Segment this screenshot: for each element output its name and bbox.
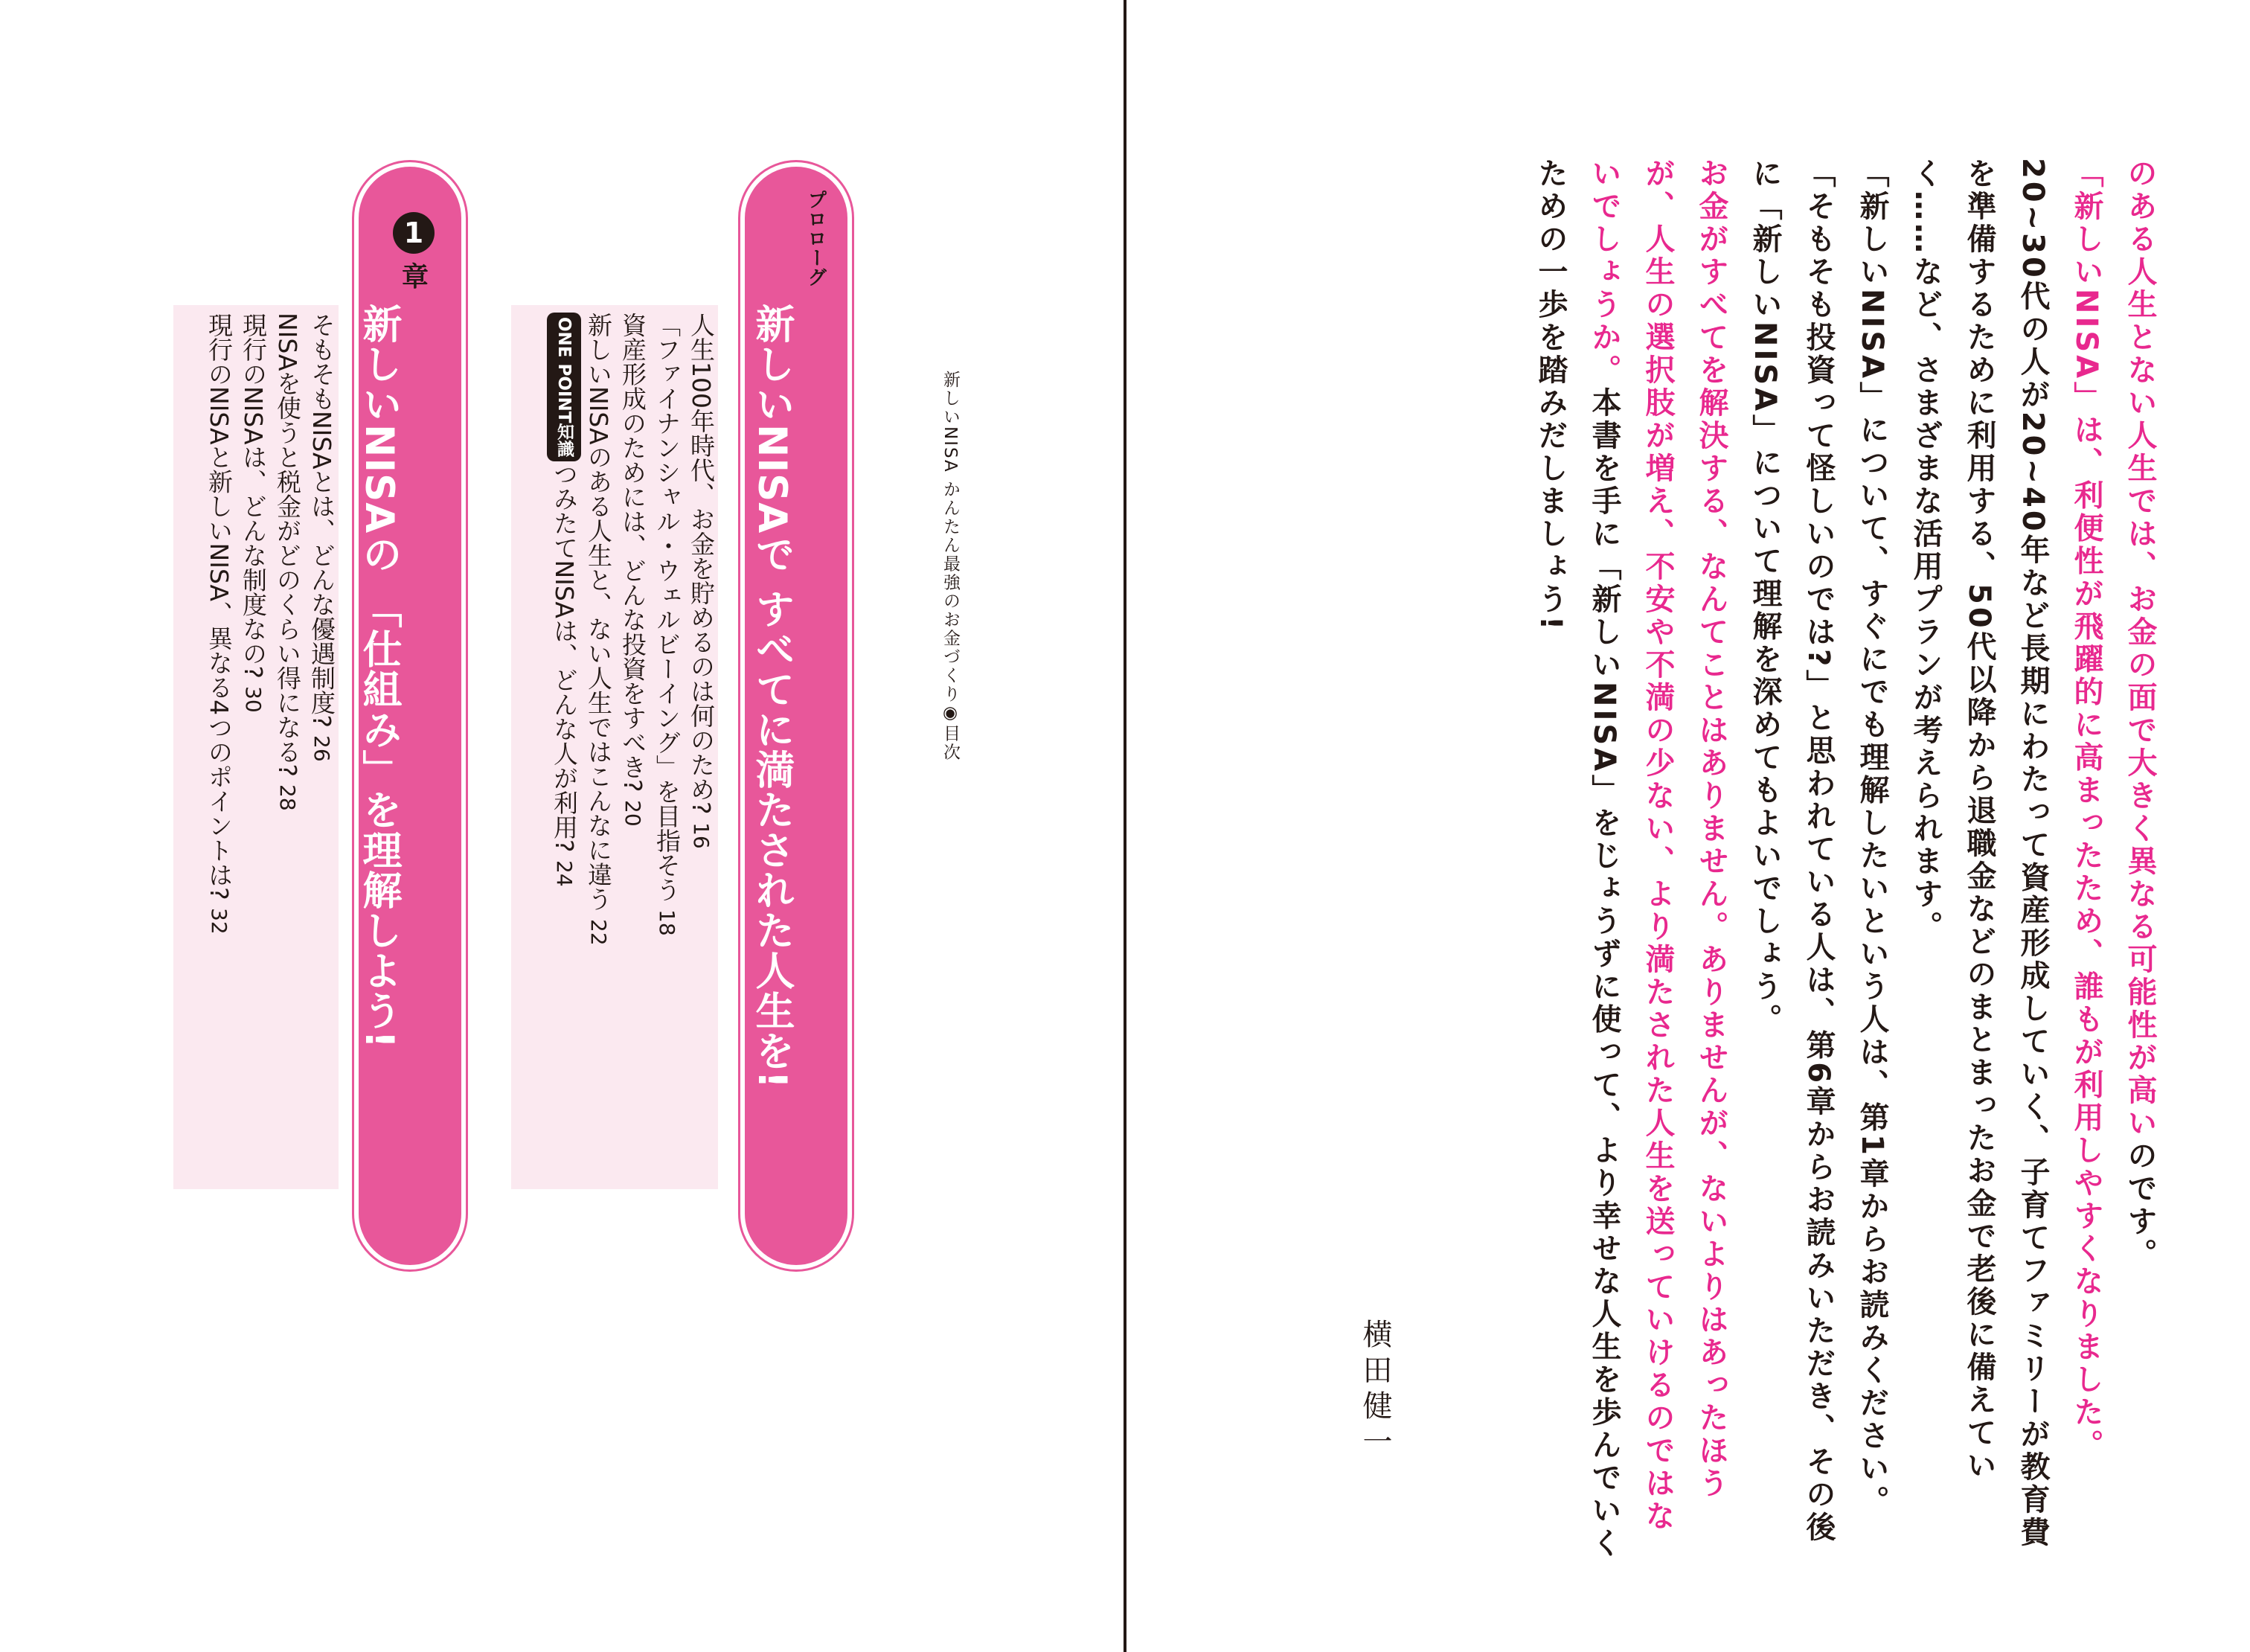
- toc-item[interactable]: そもそもNISAとは、どんな優遇制度?26: [307, 313, 336, 762]
- prologue-title: 新しいNISAで すべてに満たされた人生を!: [749, 304, 795, 1089]
- preface-body: [1408, 158, 2167, 1564]
- toc-item[interactable]: 人生100年時代、お金を貯めるのは何のため?16: [687, 313, 716, 849]
- running-title: 新しいNISA かんたん最強のお金づくり◉目次: [940, 371, 960, 762]
- chapter-number-badge: 1: [393, 212, 435, 254]
- toc-item[interactable]: 現行のNISAは、どんな制度なの?30: [239, 313, 268, 713]
- chapter-label: 章: [402, 262, 429, 292]
- prologue-label: プロローグ: [804, 190, 827, 286]
- toc-item[interactable]: NISAを使うと税金がどのくらい得になる?28: [273, 313, 302, 811]
- paragraph: 20~30代の人が20~40年など長期にわたって資産形成していく、子育てファミリーが教育費を準備するために利用する、50代以降から退職金などのまとまったお金で老後に備えていく……など、さまざまな活用プランが考えられます。: [1908, 158, 2050, 1549]
- one-point-tag: ONE POINT知識: [547, 313, 581, 461]
- page-spine: [1124, 0, 1126, 1652]
- paragraph: 「新しいNISA」について、すぐにでも理解したいという人は、第1章からお読みください。「そもそも投資って怪しいのでは?」と思われている人は、第6章からお読みいただき、その後に「新しいNISA」について理解を深めてもよいでしょう。: [1748, 158, 1889, 1545]
- paragraph: お金がすべてを解決する、なんてことはありません。ありませんが、ないよりはあったほうが、人生の選択肢が増え、不安や不満の少ない、より満たされた人生を送っていけるのではないでしょうか。本書を手に「新しいNISA」をじょうずに使って、より幸せな人生を歩んでいくための一歩を踏みだしましょう!: [1533, 158, 1728, 1560]
- prologue-toc-list: [511, 313, 718, 945]
- toc-item-one-point[interactable]: ONE POINT知識つみたてNISAは、どんな人が利用?24: [547, 313, 581, 945]
- paragraph: のある人生とない人生では、お金の面で大きく異なる可能性が高いのです。: [2123, 158, 2157, 1271]
- chapter1-title: 新しいNISAの 「仕組み」を理解しよう!: [356, 304, 402, 1049]
- paragraph: 「新しいNISA」は、利便性が飛躍的に高まったため、誰もが利用しやすくなりました。: [2069, 158, 2103, 1462]
- toc-item[interactable]: 現行のNISAと新しいNISA、異なる4つのポイントは?32: [205, 313, 234, 935]
- author-signature: 横田健一: [1358, 1319, 1392, 1461]
- toc-item[interactable]: 資産形成のためには、どんな投資をすべき?20: [618, 313, 647, 827]
- toc-item[interactable]: 「ファイナンシャル・ウェルビーイング」を目指そう18: [653, 313, 682, 936]
- chapter1-toc-list: [173, 313, 339, 934]
- toc-item[interactable]: 新しいNISAのある人生と、ない人生ではこんなに違う22: [584, 313, 613, 946]
